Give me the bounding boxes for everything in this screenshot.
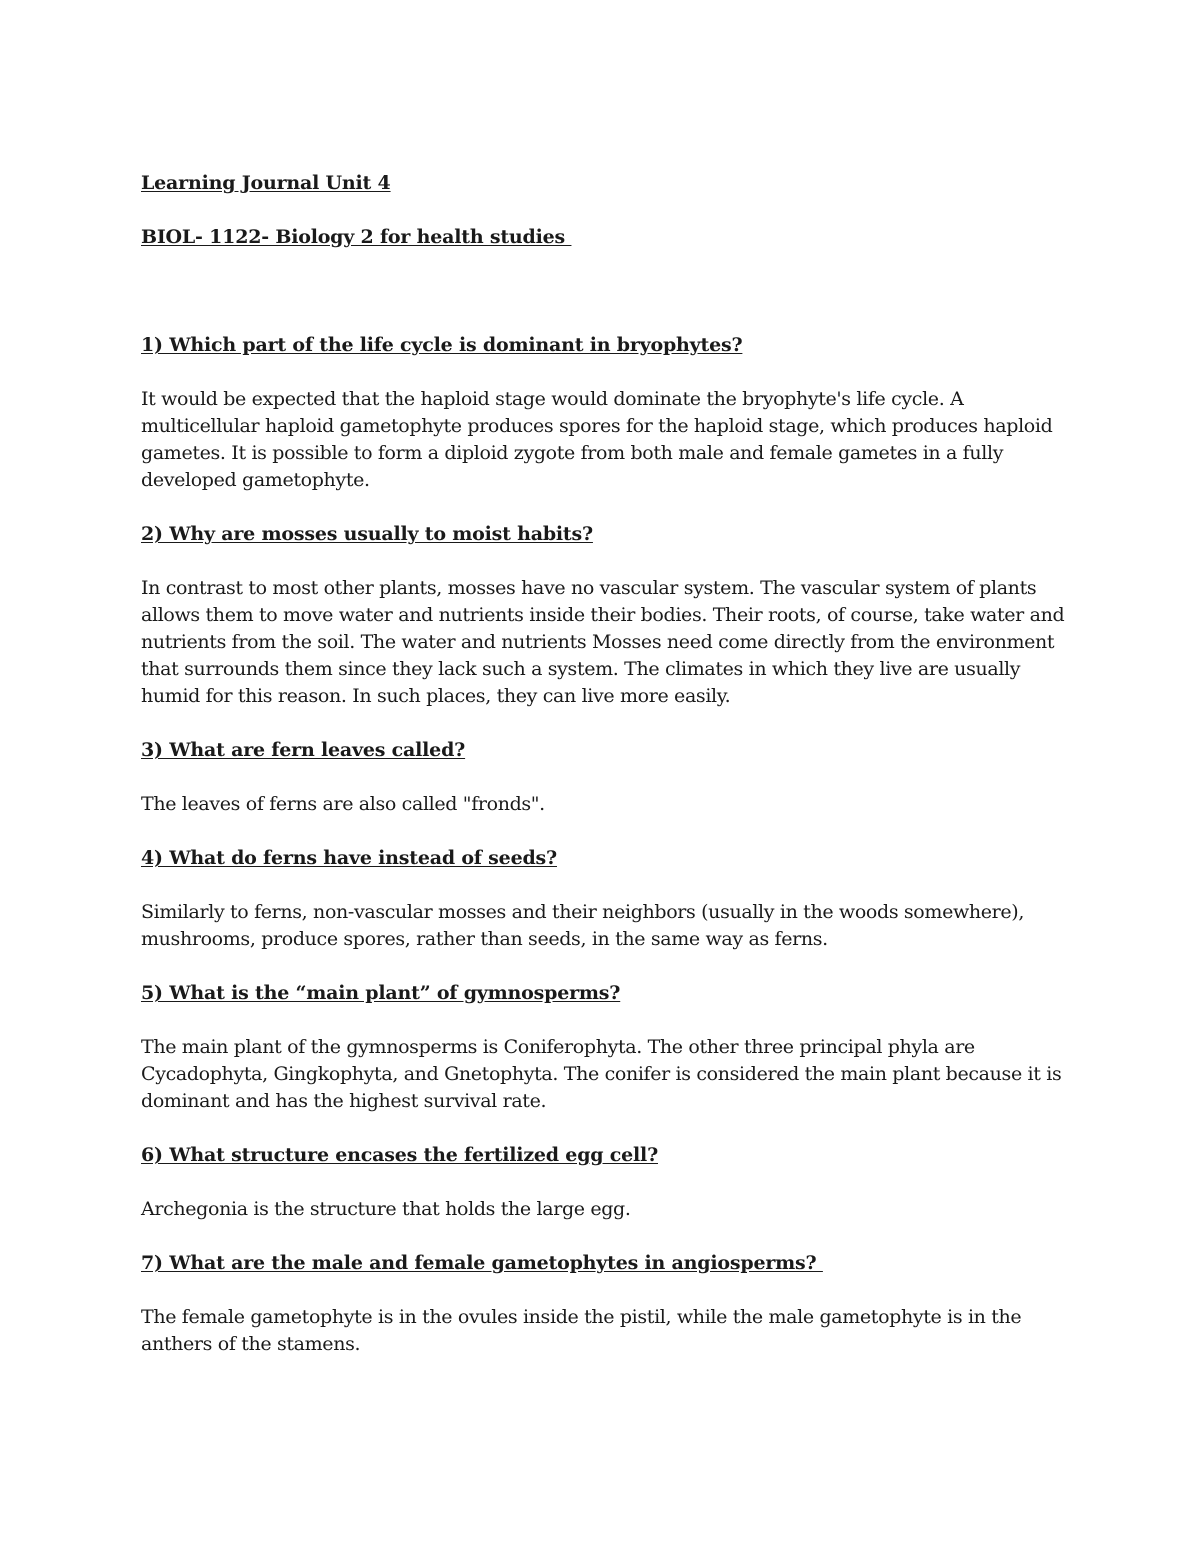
qa-item-1 bbox=[141, 332, 1071, 494]
answer-5: The main plant of the gymnosperms is Coniferophyta. The other three principal phyla are Cycadophyta, Gingkophyta, and Gnetophyta. The conifer is considered the main plant because it is dominant and has the highest survival rate. bbox=[141, 1036, 1062, 1112]
qa-item-7 bbox=[141, 1250, 1071, 1358]
qa-item-4 bbox=[141, 845, 1071, 953]
course-title: BIOL- 1122- Biology 2 for health studies bbox=[141, 226, 572, 248]
document-page bbox=[141, 170, 1071, 1358]
qa-item-6 bbox=[141, 1142, 1071, 1223]
answer-6: Archegonia is the structure that holds the large egg. bbox=[141, 1198, 631, 1220]
question-7: 7) What are the male and female gametophytes in angiosperms? bbox=[141, 1252, 823, 1274]
qa-item-5 bbox=[141, 980, 1071, 1115]
question-6: 6) What structure encases the fertilized egg cell? bbox=[141, 1144, 658, 1166]
answer-4: Similarly to ferns, non-vascular mosses and their neighbors (usually in the woods somewhere), mushrooms, produce spores, rather than seeds, in the same way as ferns. bbox=[141, 901, 1025, 950]
question-2: 2) Why are mosses usually to moist habits? bbox=[141, 523, 593, 545]
document-title: Learning Journal Unit 4 bbox=[141, 172, 391, 194]
question-5: 5) What is the “main plant” of gymnosperms? bbox=[141, 982, 621, 1004]
question-3: 3) What are fern leaves called? bbox=[141, 739, 466, 761]
answer-1: It would be expected that the haploid stage would dominate the bryophyte's life cycle. A multicellular haploid gametophyte produces spores for the haploid stage, which produces haploid gametes. It is possible to form a diploid zygote from both male and female gametes in a fully developed gametophyte. bbox=[141, 388, 1053, 491]
qa-item-2 bbox=[141, 521, 1071, 710]
question-1: 1) Which part of the life cycle is dominant in bryophytes? bbox=[141, 334, 743, 356]
answer-3: The leaves of ferns are also called "fronds". bbox=[141, 793, 545, 815]
question-4: 4) What do ferns have instead of seeds? bbox=[141, 847, 557, 869]
answer-7: The female gametophyte is in the ovules inside the pistil, while the male gametophyte is in the anthers of the stamens. bbox=[141, 1306, 1022, 1355]
answer-2: In contrast to most other plants, mosses have no vascular system. The vascular system of plants allows them to move water and nutrients inside their bodies. Their roots, of course, take water and nutrients from the soil. The water and nutrients Mosses need come directly from the environment that surrounds them since they lack such a system. The climates in which they live are usually humid for this reason. In such places, they can live more easily. bbox=[141, 577, 1065, 707]
qa-item-3 bbox=[141, 737, 1071, 818]
